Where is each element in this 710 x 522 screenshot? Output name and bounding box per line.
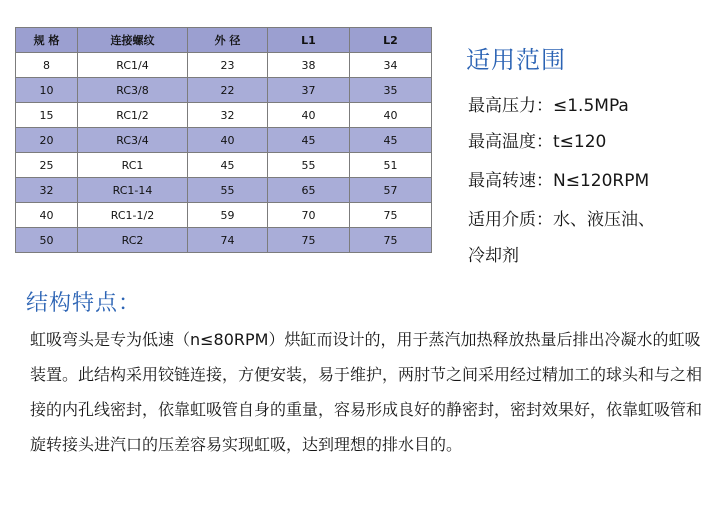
cell-l2: 75 [350,228,432,253]
cell-thread: RC2 [78,228,188,253]
cell-l2: 51 [350,153,432,178]
cell-l1: 45 [268,128,350,153]
cell-l2: 75 [350,203,432,228]
cell-l1: 75 [268,228,350,253]
table-header-row [16,28,432,53]
cell-l2: 35 [350,78,432,103]
header-outer-diameter: 外 径 [188,28,268,53]
cell-l1: 40 [268,103,350,128]
table-row [16,178,432,203]
max-speed: 最高转速：N≤120RPM [468,171,650,191]
features-title: 结构特点： [26,291,142,316]
header-l2: L2 [350,28,432,53]
table-row [16,228,432,253]
cell-spec: 10 [16,78,78,103]
table-row [16,103,432,128]
cell-thread: RC3/8 [78,78,188,103]
scope-title: 适用范围 [466,46,566,74]
header-spec: 规 格 [16,28,78,53]
cell-l1: 70 [268,203,350,228]
table-row [16,53,432,78]
cell-outer-diameter: 22 [188,78,268,103]
spec-table [15,27,432,253]
cell-spec: 25 [16,153,78,178]
cell-l1: 38 [268,53,350,78]
cell-l2: 45 [350,128,432,153]
cell-l1: 65 [268,178,350,203]
cell-spec: 8 [16,53,78,78]
cell-thread: RC1 [78,153,188,178]
features-paragraph: 虹吸弯头是专为低速（n≤80RPM）烘缸而设计的，用于蒸汽加热释放热量后排出冷凝水的虹吸装置。此结构采用铰链连接，方便安装，易于维护，两肘节之间采用经过精加工的球头和与之相接的内孔线密封，依靠虹吸管自身的重量，容易形成良好的静密封，密封效果好，依靠虹吸管和旋转接头进汽口的压差容易实现虹吸，达到理想的排水目的。 [30,330,703,454]
cell-l2: 57 [350,178,432,203]
header-thread: 连接螺纹 [78,28,188,53]
cell-l1: 55 [268,153,350,178]
cell-outer-diameter: 59 [188,203,268,228]
cell-outer-diameter: 32 [188,103,268,128]
cell-l1: 37 [268,78,350,103]
cell-thread: RC1/2 [78,103,188,128]
cell-outer-diameter: 40 [188,128,268,153]
cell-outer-diameter: 23 [188,53,268,78]
cell-thread: RC1/4 [78,53,188,78]
cell-thread: RC1-1/2 [78,203,188,228]
cell-outer-diameter: 45 [188,153,268,178]
cell-spec: 40 [16,203,78,228]
cell-outer-diameter: 55 [188,178,268,203]
cell-l2: 34 [350,53,432,78]
max-temperature: 最高温度：t≤120 [468,132,607,152]
cell-spec: 32 [16,178,78,203]
table-row [16,203,432,228]
table-row [16,128,432,153]
cell-outer-diameter: 74 [188,228,268,253]
applicable-medium: 适用介质：水、液压油、 [468,210,655,230]
cell-l2: 40 [350,103,432,128]
header-l1: L1 [268,28,350,53]
max-pressure: 最高压力：≤1.5MPa [468,96,629,116]
cell-thread: RC3/4 [78,128,188,153]
cell-thread: RC1-14 [78,178,188,203]
cell-spec: 20 [16,128,78,153]
cell-spec: 50 [16,228,78,253]
table-row [16,153,432,178]
cell-spec: 15 [16,103,78,128]
table-row [16,78,432,103]
applicable-medium-continued: 冷却剂 [468,246,519,266]
